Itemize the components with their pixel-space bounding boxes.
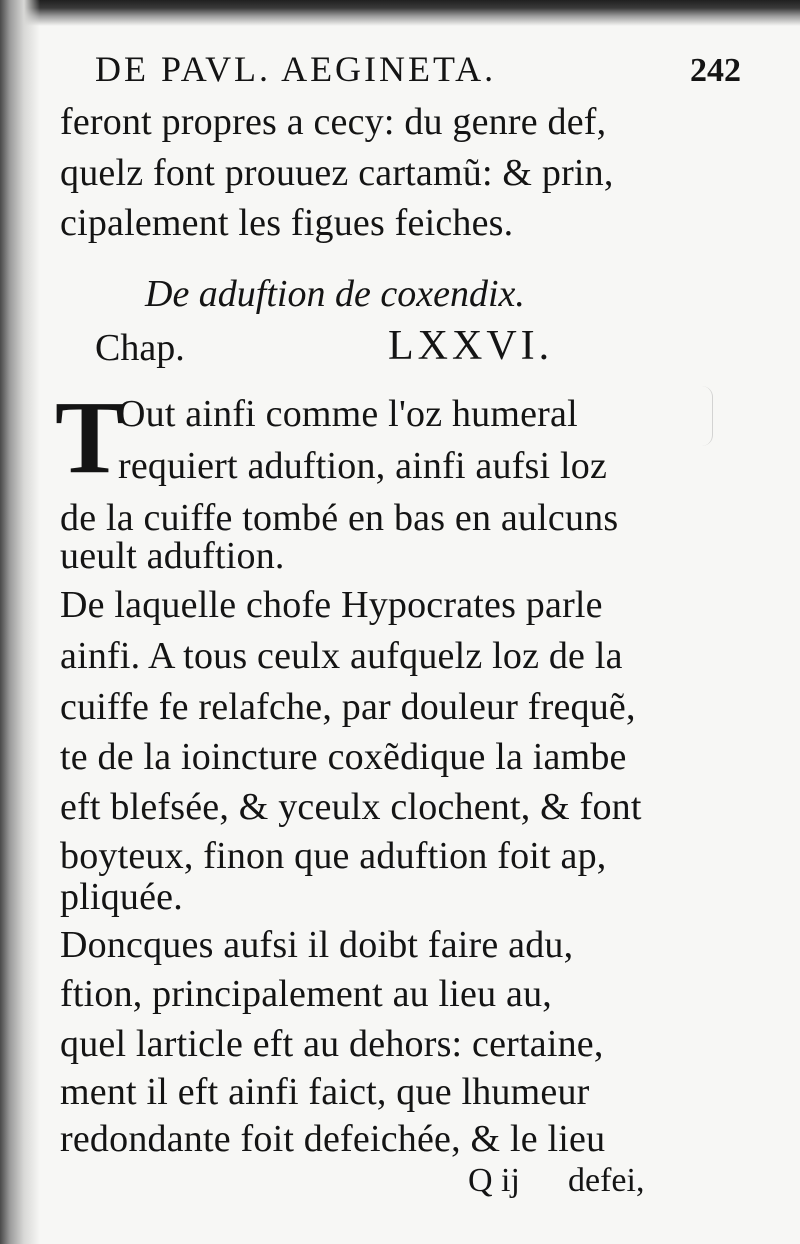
text-line: De laquelle chofe Hypocrates parle: [60, 584, 603, 626]
page-number: 242: [690, 52, 741, 89]
text-line: boyteux, finon que aduftion foit ap,: [60, 835, 607, 877]
text-line: quelz font prouuez cartamũ: & prin,: [60, 152, 614, 194]
text-line: de la cuiffe tombé en bas en aulcuns: [60, 497, 619, 539]
running-title: DE PAVL. AEGINETA.: [95, 49, 497, 89]
text-line: eft blefsée, & yceulx clochent, & font: [60, 786, 642, 828]
text-line: cipalement les figues feiches.: [60, 202, 514, 244]
text-line: pliquée.: [60, 876, 183, 918]
signature-mark: Q ij: [468, 1162, 520, 1199]
text-line: Out ainfi comme l'oz humeral: [118, 393, 578, 435]
text-line: ainfi. A tous ceulx aufquelz loz de la: [60, 635, 623, 677]
chapter-title: De aduftion de coxendix.: [145, 273, 525, 315]
text-line: redondante foit defeichée, & le lieu: [60, 1118, 606, 1160]
text-line: quel larticle eft au dehors: certaine,: [60, 1023, 604, 1065]
drop-cap: T: [55, 380, 125, 495]
text-line: ment il eft ainfi faict, que lhumeur: [60, 1071, 590, 1113]
chapter-label: Chap.: [95, 327, 185, 369]
margin-pencil-mark: [702, 386, 713, 446]
bleed-through-mark: [520, 200, 640, 230]
text-line: ueult aduftion.: [60, 535, 285, 577]
page-top-shadow: [0, 0, 800, 26]
catchword: defei,: [568, 1162, 645, 1199]
text-line: requiert aduftion, ainfi aufsi loz: [118, 445, 608, 487]
text-line: cuiffe fe relafche, par douleur frequẽ,: [60, 686, 636, 728]
text-line: ftion, principalement au lieu au,: [60, 973, 552, 1015]
chapter-number: LXXVI.: [388, 323, 554, 369]
page-gutter-shadow: [0, 0, 40, 1244]
text-line: Doncques aufsi il doibt faire adu,: [60, 924, 574, 966]
text-line: feront propres a cecy: du genre def,: [60, 101, 607, 143]
text-line: te de la ioincture coxẽdique la iambe: [60, 736, 627, 778]
